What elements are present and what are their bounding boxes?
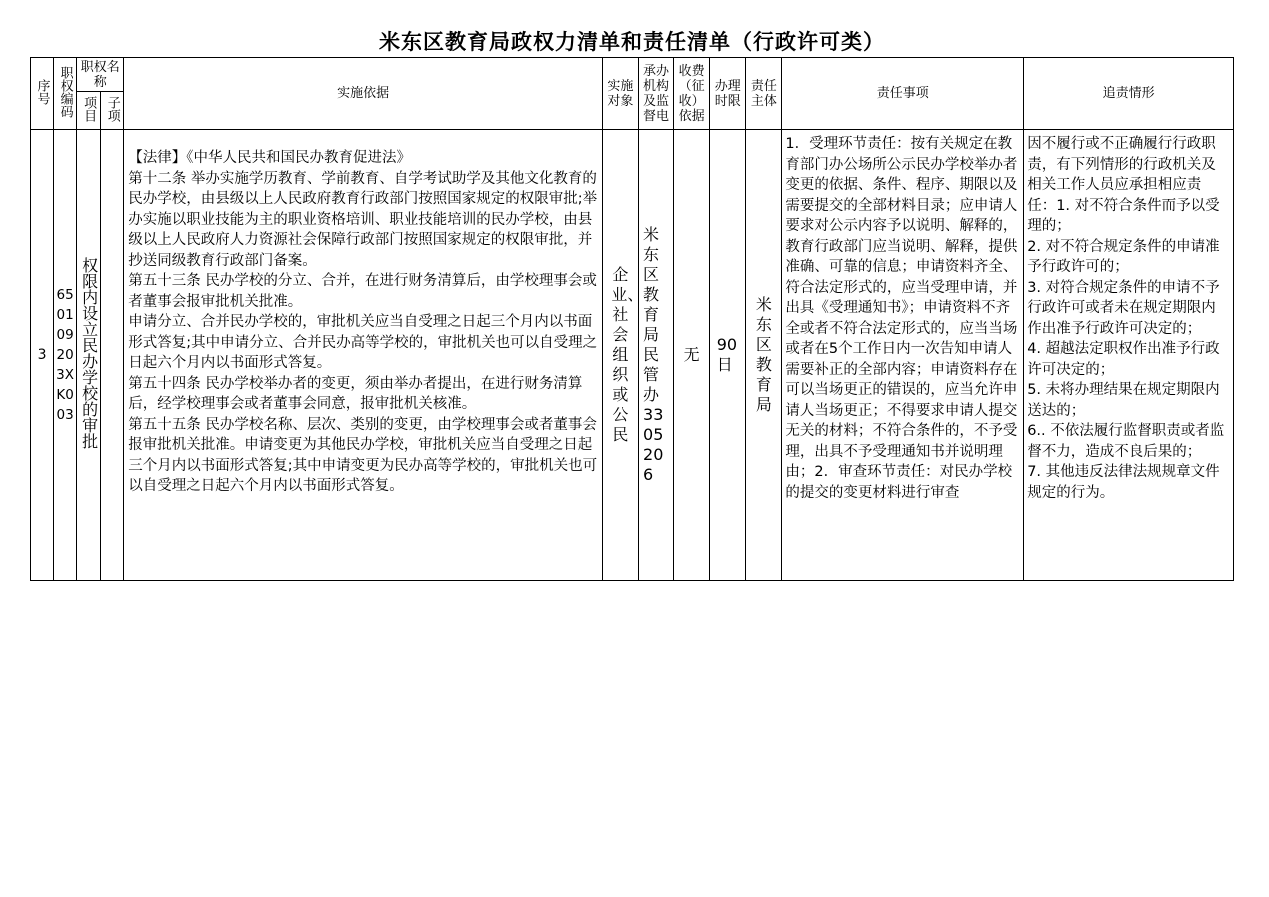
- accountability-line: 因不履行或不正确履行行政职责，有下列情形的行政机关及相关工作人员应承担相应责任：1. 对不符合条件而予以受理的；: [1027, 136, 1220, 234]
- row-item: 权限内设立民办学校的审批: [77, 130, 101, 581]
- page-title: 米东区教育局政权力清单和责任清单（行政许可类）: [379, 29, 885, 54]
- row-accountability: [1024, 130, 1234, 581]
- header-item: 项目: [77, 92, 101, 130]
- accountability-line: 2. 对不符合规定条件的申请准予行政许可的；: [1027, 238, 1220, 275]
- accountability-line: 6.. 不依法履行监督职责或者监督不力，造成不良后果的；: [1027, 423, 1225, 460]
- header-fee: 收费（征收）依据: [674, 58, 710, 130]
- header-basis: 实施依据: [124, 58, 603, 130]
- row-limit: 90日: [710, 130, 746, 581]
- row-subitem: [101, 130, 124, 581]
- header-limit: 办理时限: [710, 58, 746, 130]
- basis-line: 第五十三条 民办学校的分立、合并，在进行财务清算后，由学校理事会或者董事会报审批机关批准。: [128, 273, 597, 310]
- row-target: 企业、社会组织或公民: [602, 130, 638, 581]
- header-target: 实施对象: [602, 58, 638, 130]
- basis-line: 第五十四条 民办学校举办者的变更，须由举办者提出，在进行财务清算后，经学校理事会或者董事会同意，报审批机关核准。: [128, 375, 583, 412]
- header-row-1: [31, 58, 1234, 92]
- header-accountability: 追责情形: [1024, 58, 1234, 130]
- basis-line: 第五十五条 民办学校名称、层次、类别的变更，由学校理事会或者董事会报审批机关批准。申请变更为其他民办学校，审批机关应当自受理之日起三个月内以书面形式答复;其中申请变更为民办高等学校的，审批机关也可以自受理之日起六个月内以书面形式答复。: [128, 416, 598, 494]
- header-subitem: 子项: [101, 92, 124, 130]
- accountability-line: 4. 超越法定职权作出准予行政许可决定的；: [1027, 341, 1220, 378]
- basis-line: 第十二条 举办实施学历教育、学前教育、自学考试助学及其他文化教育的民办学校，由县级以上人民政府教育行政部门按照国家规定的权限审批;举办实施以职业技能为主的职业资格培训、职业技能培训的民办学校，由县级以上人民政府人力资源社会保障行政部门按照国家规定的权限审批，并抄送同级教育行政部门备案。: [128, 170, 598, 269]
- row-seq: 3: [31, 130, 54, 581]
- basis-line: 【法律】《中华人民共和国民办教育促进法》: [128, 150, 412, 166]
- header-code: 职权编码: [54, 58, 77, 130]
- row-org: 米东区教育局民管办3305206: [638, 130, 673, 581]
- table-row: [31, 130, 1234, 581]
- row-duties: 1．受理环节责任：按有关规定在教育部门办公场所公示民办学校举办者变更的依据、条件、程序、期限以及需要提交的全部材料目录；应申请人要求对公示内容予以说明、解释的，教育行政部门应当说明、解释，提供准确、可靠的信息；申请资料齐全、符合法定形式的，应当受理申请，并出具《受理通知书》；申请资料不齐全或者不符合法定形式的，应当当场或者在5个工作日内一次告知申请人需要补正的全部内容；申请资料存在可以当场更正的错误的，应当允许申请人当场更正；不得要求申请人提交无关的材料；不符合条件的，不予受理，出具不予受理通知书并说明理由；2．审查环节责任：对民办学校的提交的变更材料进行审查: [782, 130, 1024, 581]
- basis-line: 申请分立、合并民办学校的，审批机关应当自受理之日起三个月内以书面形式答复;其中申请分立、合并民办高等学校的，审批机关也可以自受理之日起六个月内以书面形式答复。: [128, 314, 598, 371]
- header-seq: 序号: [31, 58, 54, 130]
- header-subject: 责任主体: [746, 58, 782, 130]
- row-code: 650109203XK003: [54, 130, 77, 581]
- row-fee: 无: [674, 130, 710, 581]
- power-list-table: [30, 57, 1234, 581]
- accountability-line: 7. 其他违反法律法规规章文件规定的行为。: [1027, 464, 1220, 501]
- accountability-line: 3. 对符合规定条件的申请不予行政许可或者未在规定期限内作出准予行政许可决定的；: [1027, 279, 1220, 337]
- row-basis: [124, 130, 603, 581]
- row-subject: 米东区教育局: [746, 130, 782, 581]
- header-duties: 责任事项: [782, 58, 1024, 130]
- header-name-group: 职权名称: [77, 58, 124, 92]
- accountability-line: 5. 未将办理结果在规定期限内送达的；: [1027, 382, 1220, 419]
- header-org: 承办机构及监督电: [638, 58, 673, 130]
